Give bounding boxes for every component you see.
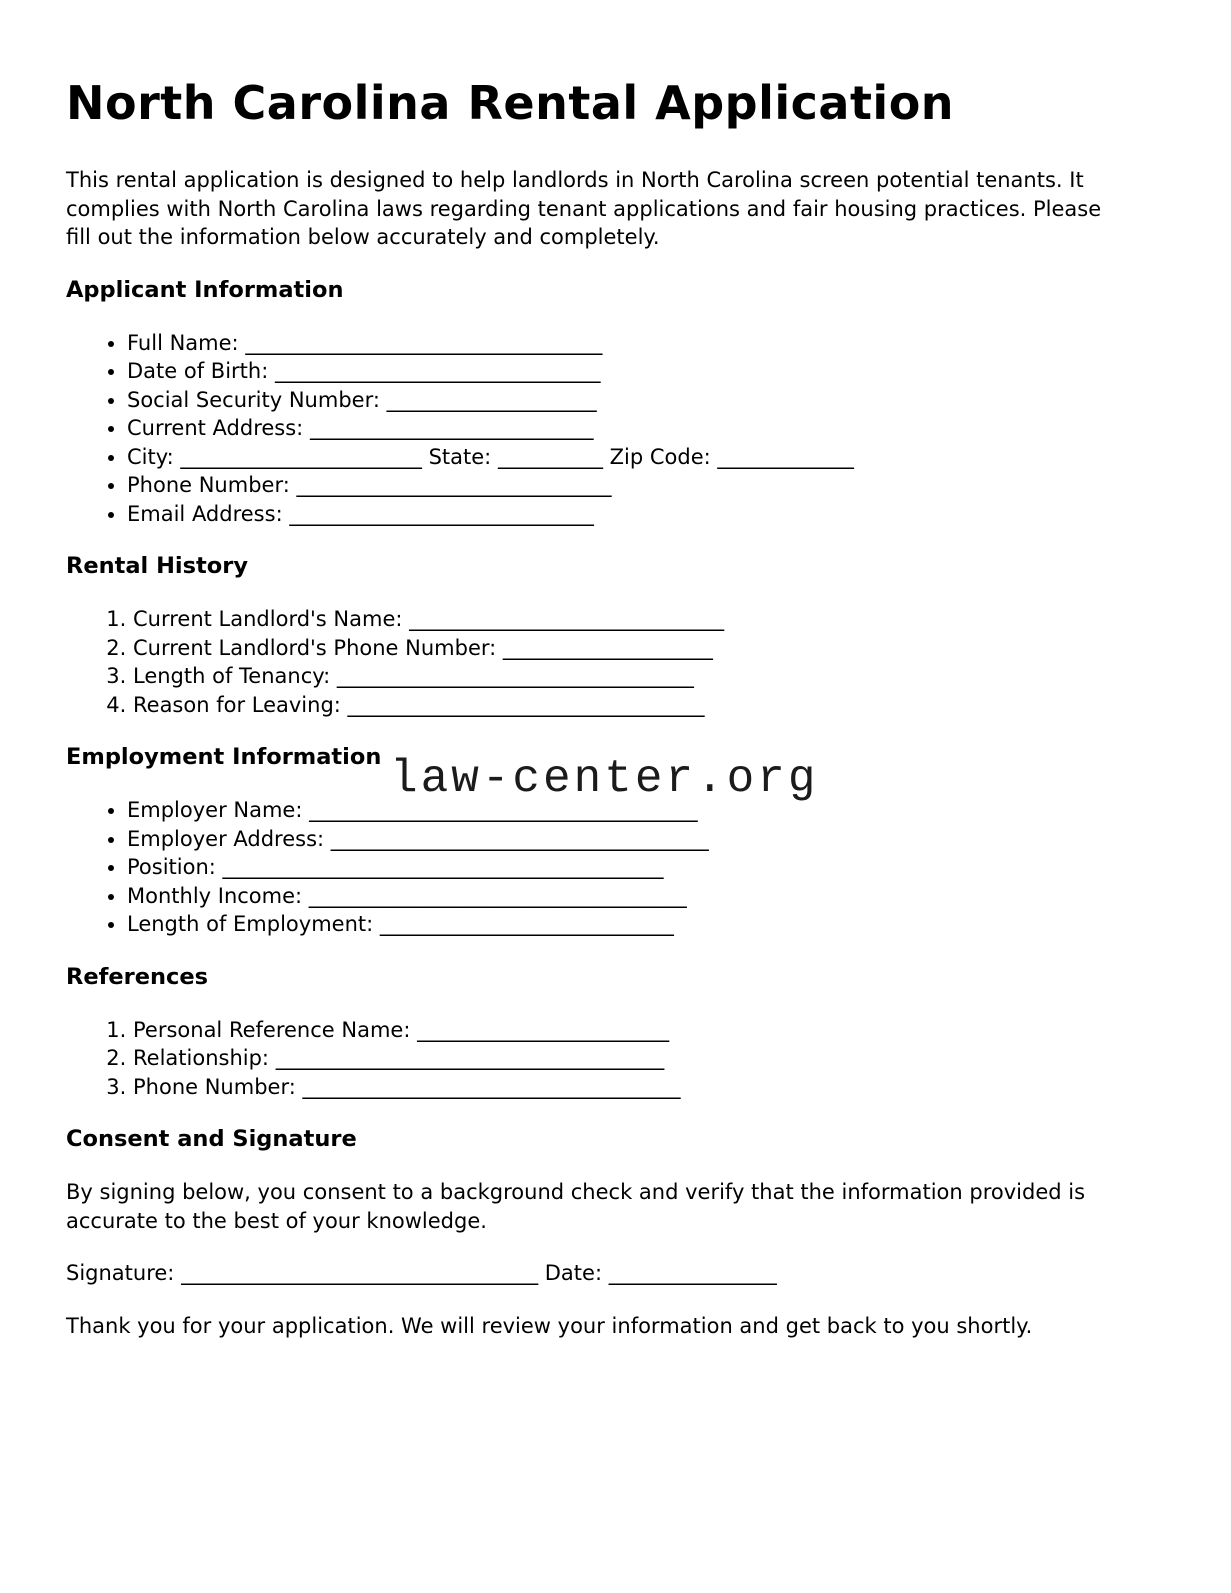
field-row-monthly-income [127,882,1141,911]
field-row-email-address [127,500,1141,529]
employment-field-list [66,796,1141,939]
field-blank-line: __________________________________ [347,692,705,717]
field-label: Length of Employment: [127,912,374,936]
field-blank-line: __________________________________ [245,330,603,355]
watermark: law-center.org [390,753,819,805]
field-blank-line: ________________________ [417,1017,670,1042]
field-blank-line: _____________________________________ [275,1046,665,1070]
section-employment-information [66,743,1141,939]
field-label: Current Address: [127,416,304,440]
field-label: Personal Reference Name: [133,1017,411,1042]
field-row-length-of-tenancy [133,662,1141,691]
field-blank-line: _____________ [717,444,854,469]
field-row-reason-for-leaving [133,691,1141,720]
field-blank-line: __________________________________ [336,664,694,688]
field-label-zip-code: Zip Code: [609,444,711,469]
section-heading-references: References [66,963,208,990]
field-blank-line: ____________________________________ [302,1074,681,1099]
date-label: Date: [544,1261,603,1285]
field-row-length-of-employment [127,910,1141,939]
section-heading-applicant: Applicant Information [66,276,344,303]
field-row-date-of-birth [127,357,1141,386]
field-blank-line: ____________________ [386,387,597,412]
field-label: Length of Tenancy: [133,664,331,688]
signature-blank-line: __________________________________ [181,1261,539,1285]
field-label: Reason for Leaving: [133,692,341,717]
field-blank-line: __________________________________________ [222,855,664,879]
field-blank-line: _______________________________ [274,359,601,383]
field-label: Phone Number: [127,473,290,497]
field-label: Relationship: [133,1046,269,1070]
field-blank-line: __________ [497,444,603,469]
field-row-employer-name [127,796,1141,825]
field-label: Email Address: [127,501,283,526]
signature-label: Signature: [66,1261,175,1285]
field-blank-line: ____________________________ [379,912,674,936]
field-label: Current Landlord's Name: [133,607,403,631]
field-label: Employer Name: [127,798,303,822]
closing-paragraph: Thank you for your application. We will review your information and get back to you shortly. [66,1313,1033,1338]
field-blank-line: ___________________________ [309,416,594,440]
field-blank-line: _______________________ [180,444,422,469]
field-label: Phone Number: [133,1074,296,1099]
intro-paragraph: This rental application is designed to help landlords in North Carolina screen potential tenants. It complies with North Carolina laws regarding tenant applications and fair housing practices. Please fill out the information below accurately and completely. [66,168,1102,249]
section-applicant-information [66,276,1141,529]
section-heading-consent: Consent and Signature [66,1126,357,1152]
field-label: Position: [127,855,216,879]
rental-history-field-list [66,605,1141,719]
field-label: Date of Birth: [127,359,269,383]
field-blank-line: ____________________________________ [330,826,709,851]
field-row-full-name [127,329,1141,358]
field-label: Full Name: [127,330,239,355]
section-references [66,963,1141,1102]
field-row-city-state-zip [127,443,1141,472]
field-blank-line: ______________________________ [296,473,612,497]
field-blank-line: _____________________________ [289,501,594,526]
field-label: Current Landlord's Phone Number: [133,635,497,660]
signature-date-row [66,1259,1141,1288]
field-label-city: City: [127,444,174,469]
applicant-field-list [66,329,1141,529]
field-label-state: State: [428,444,492,469]
section-rental-history [66,552,1141,719]
field-row-personal-reference-name [133,1016,1141,1045]
section-heading-employment: Employment Information [66,744,382,770]
date-blank-line: ________________ [608,1261,777,1285]
field-label: Monthly Income: [127,883,303,908]
section-consent-and-signature [66,1125,1141,1288]
field-row-relationship [133,1044,1141,1073]
document-title: North Carolina Rental Application [66,76,955,130]
field-blank-line: ____________________ [502,635,713,660]
consent-paragraph: By signing below, you consent to a background check and verify that the information provided is accurate to the best of your knowledge. [66,1180,1086,1233]
field-row-position [127,853,1141,882]
field-label: Employer Address: [127,826,325,851]
references-field-list [66,1016,1141,1102]
section-heading-rental-history: Rental History [66,553,248,579]
field-blank-line: ______________________________ [409,607,725,631]
field-row-landlord-name [133,605,1141,634]
field-label: Social Security Number: [127,387,380,412]
field-row-reference-phone-number [133,1073,1141,1102]
field-row-phone-number [127,471,1141,500]
field-row-current-address [127,414,1141,443]
field-row-employer-address [127,825,1141,854]
field-row-ssn [127,386,1141,415]
field-blank-line: ____________________________________ [308,883,687,908]
field-blank-line: _____________________________________ [309,798,698,822]
field-row-landlord-phone [133,634,1141,663]
